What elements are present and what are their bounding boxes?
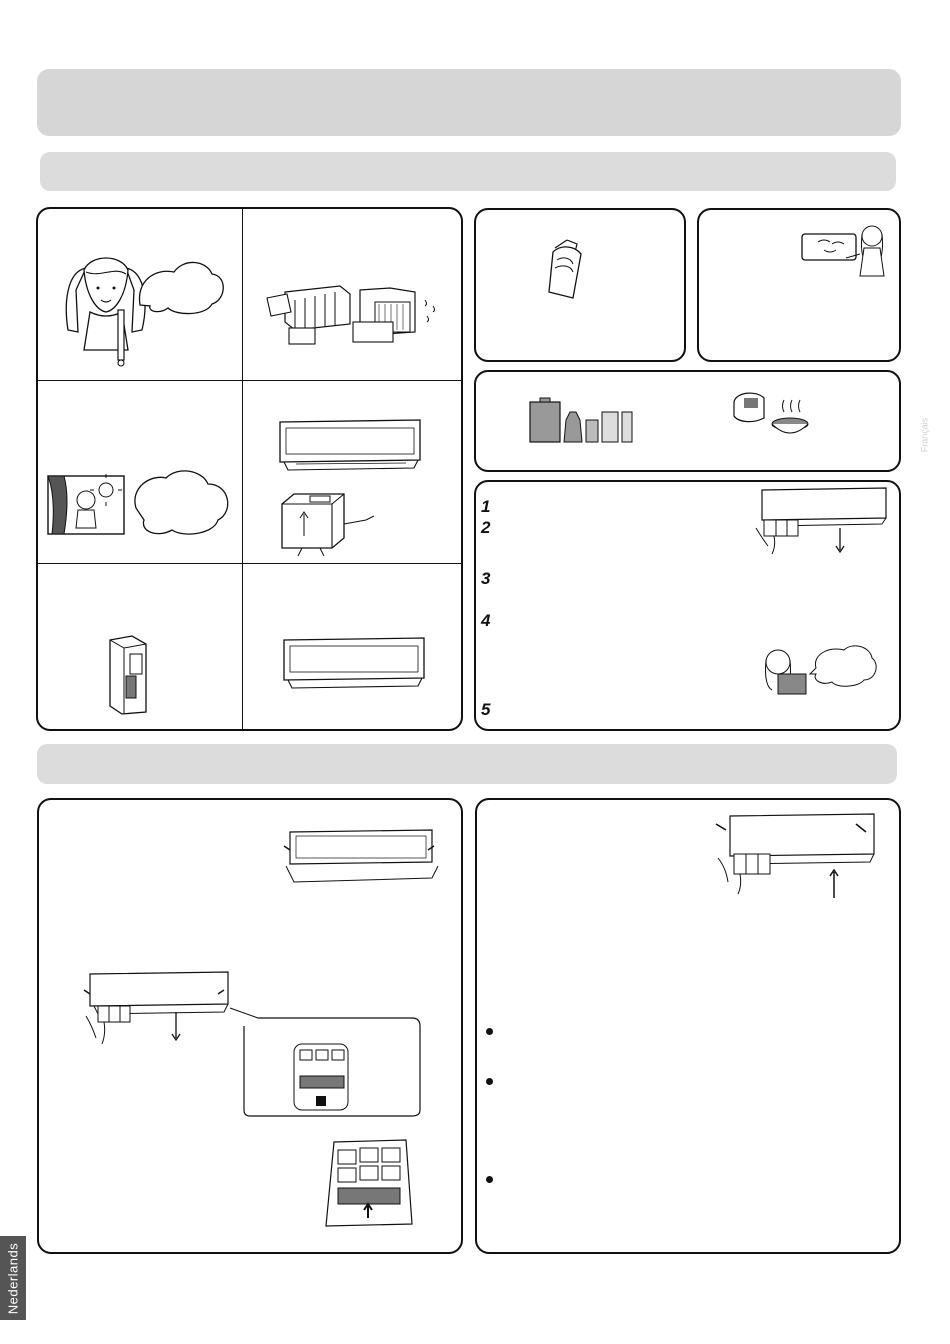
grid-divider-vertical	[242, 208, 243, 730]
side-language-label: Français	[919, 417, 930, 453]
step-number-5: 5	[481, 700, 491, 719]
air-conditioner-unit-icon	[276, 416, 426, 472]
filter-detail-callout	[224, 1004, 424, 1118]
circuit-breaker-icon	[106, 634, 152, 716]
language-tab: Nederlands	[0, 1236, 26, 1320]
section-header-filter-cleaning	[37, 744, 897, 784]
bullet-3	[486, 1176, 493, 1183]
section-header-maintenance	[40, 152, 896, 191]
cleaning-agents-icon	[526, 396, 636, 444]
grid-divider-2	[37, 563, 462, 564]
girl-cleaning-icon	[800, 214, 892, 278]
bullet-1	[486, 1028, 493, 1035]
step-number-1: 1	[481, 497, 491, 516]
step-number-2: 2	[481, 518, 491, 537]
step-number-4: 4	[481, 611, 491, 630]
window-sun-icon	[44, 468, 236, 540]
air-conditioner-filter-removal-icon	[752, 484, 892, 556]
packaging-boxes-icon	[265, 282, 445, 352]
water-bowl-icon	[728, 388, 812, 440]
step-number-3: 3	[481, 569, 491, 588]
title-banner	[37, 69, 901, 136]
air-conditioner-unit-icon	[280, 634, 430, 690]
bullet-2	[486, 1078, 493, 1085]
air-filter-icon	[320, 1136, 416, 1228]
girl-with-filter-icon	[754, 644, 878, 700]
cleaning-cloth-icon	[543, 238, 593, 300]
air-conditioner-filter-install-icon	[712, 810, 882, 902]
air-conditioner-open-icon	[282, 828, 442, 888]
grid-divider-1	[37, 380, 462, 381]
remote-control-icon	[276, 488, 386, 558]
girl-thinking-icon	[56, 250, 226, 370]
air-conditioner-filter-removal-icon	[78, 968, 238, 1050]
